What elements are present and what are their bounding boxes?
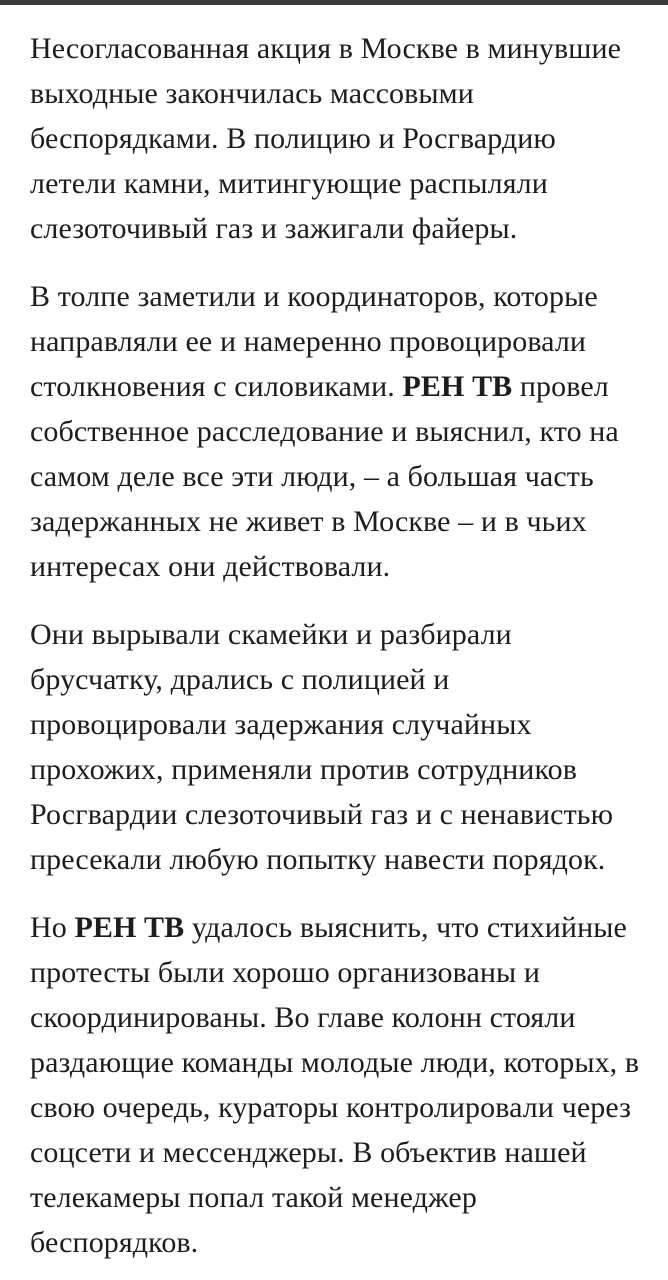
article-body — [0, 5, 668, 1265]
paragraph-2-text-tail: провел собственное расследование и выяснил, кто на самом деле все эти люди, – а большая часть задержанных не живет в Москве – и в чьих интересах они действовали. — [30, 370, 619, 583]
paragraph-4 — [30, 905, 642, 1265]
paragraph-1-text: Несогласованная акция в Москве в минувшие выходные закончилась массовыми беспорядками. В полицию и Росгвардию летели камни, митингующие распыляли слезоточивый газ и зажигали файеры. — [30, 32, 622, 245]
paragraph-4-text-tail: удалось выяснить, что стихийные протесты были хорошо организованы и скоординированы. Во главе колонн стояли раздающие команды молодые люди, которых, в свою очередь, кураторы контролировали через соцсети и мессенджеры. В объектив нашей телекамеры попал такой менеджер беспорядков. — [30, 911, 640, 1259]
paragraph-1 — [30, 26, 642, 251]
brand-name-ren-tv: РЕН ТВ — [74, 911, 185, 944]
paragraph-2 — [30, 274, 642, 589]
brand-name-ren-tv: РЕН ТВ — [402, 370, 513, 403]
paragraph-2-text-lead: В толпе заметили и координаторов, которые направляли ее и намеренно провоцировали столкновения с силовиками. — [30, 280, 598, 403]
paragraph-3 — [30, 612, 642, 882]
paragraph-4-text-lead: Но — [30, 911, 75, 944]
paragraph-3-text: Они вырывали скамейки и разбирали брусчатку, дрались с полицией и провоцировали задержания случайных прохожих, применяли против сотрудников Росгвардии слезоточивый газ и с ненавистью пресекали любую попытку навести порядок. — [30, 618, 614, 876]
